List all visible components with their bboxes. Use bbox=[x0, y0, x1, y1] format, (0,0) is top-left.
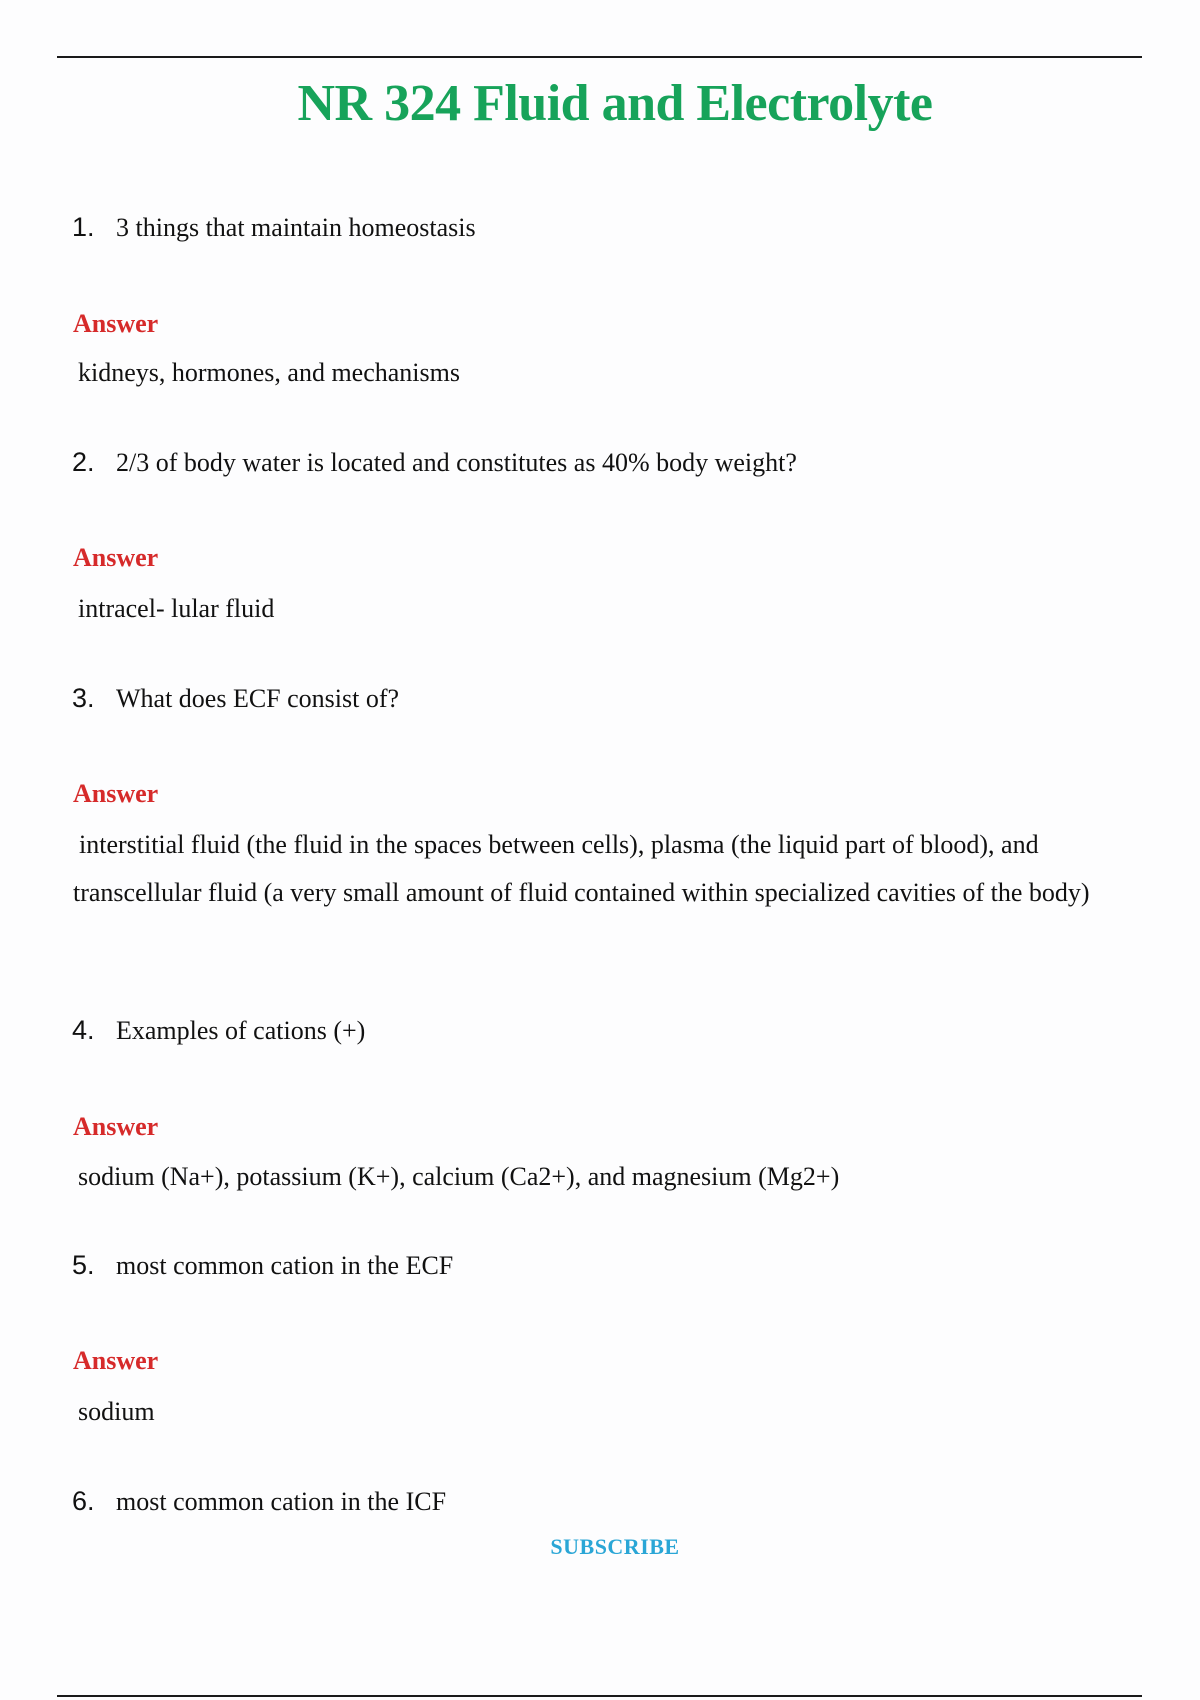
question-number: 2. bbox=[72, 447, 95, 477]
answer-text: interstitial fluid (the fluid in the spaces between cells), plasma (the liquid part of blood), and transcellular fluid (a very small amount of fluid contained within specialized cavities of the body) bbox=[73, 830, 1090, 907]
question-item bbox=[72, 209, 1152, 246]
subscribe-link[interactable]: SUBSCRIBE bbox=[550, 1534, 680, 1559]
question-text: 3 things that maintain homeostasis bbox=[116, 213, 476, 242]
question-number: 3. bbox=[72, 683, 95, 713]
question-number: 4. bbox=[72, 1015, 95, 1045]
bottom-divider bbox=[57, 1695, 1142, 1697]
question-item bbox=[72, 1247, 1152, 1284]
question-number: 5. bbox=[72, 1250, 95, 1280]
answer-label: Answer bbox=[73, 1346, 159, 1375]
answer-text: sodium (Na+), potassium (K+), calcium (Ca2+), and magnesium (Mg2+) bbox=[78, 1162, 840, 1191]
answer-text: kidneys, hormones, and mechanisms bbox=[78, 358, 460, 387]
question-text: most common cation in the ECF bbox=[116, 1251, 454, 1280]
question-text: 2/3 of body water is located and constitutes as 40% body weight? bbox=[116, 448, 797, 477]
question-item bbox=[72, 1483, 1152, 1520]
question-text: most common cation in the ICF bbox=[116, 1487, 447, 1516]
top-divider bbox=[57, 56, 1142, 58]
question-number: 1. bbox=[72, 212, 95, 242]
answer-label: Answer bbox=[73, 309, 159, 338]
question-item bbox=[72, 680, 1152, 717]
question-text: Examples of cations (+) bbox=[116, 1016, 366, 1045]
answer-text: sodium bbox=[78, 1397, 155, 1426]
question-text: What does ECF consist of? bbox=[116, 684, 400, 713]
question-item bbox=[72, 444, 1152, 481]
question-number: 6. bbox=[72, 1486, 95, 1516]
answer-text: intracel- lular fluid bbox=[78, 594, 275, 623]
answer-label: Answer bbox=[73, 779, 159, 808]
answer-label: Answer bbox=[73, 543, 159, 572]
document-title: NR 324 Fluid and Electrolyte bbox=[297, 75, 933, 132]
question-item bbox=[72, 1012, 1152, 1049]
answer-label: Answer bbox=[73, 1112, 159, 1141]
